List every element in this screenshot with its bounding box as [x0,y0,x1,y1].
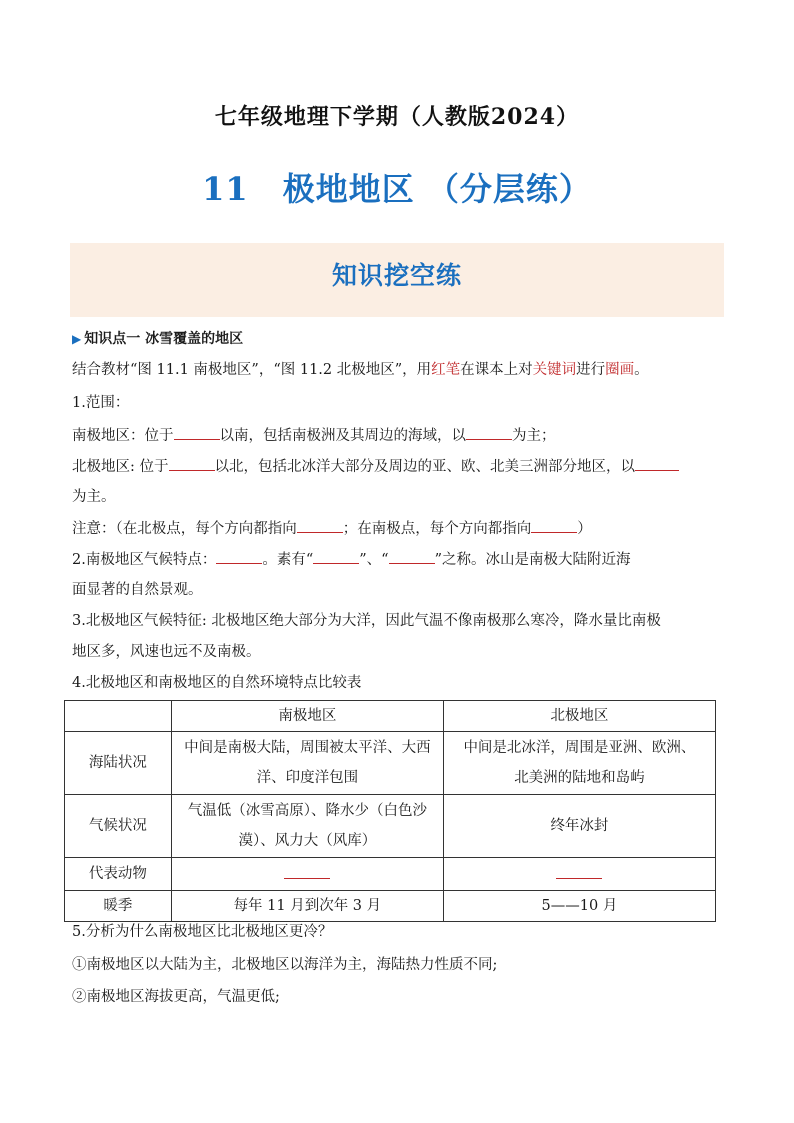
fill-blank[interactable] [313,547,359,564]
knowledge-point-label: 知识点一 冰雪覆盖的地区 [84,331,244,347]
row-label: 代表动物 [65,858,172,891]
text-segment: 为主； [512,428,556,444]
text-segment: ；在南极点，每个方向都指向 [342,521,532,537]
fill-blank[interactable] [169,454,215,471]
table-cell [171,732,443,795]
cell-line: 中间是南极大陆，周围被太平洋、大西 [184,740,431,756]
cell-line: 气温低（冰雪高原）、降水少（白色沙 [187,803,427,819]
fill-blank[interactable] [174,423,220,440]
table-cell [443,732,715,795]
table-cell [171,795,443,858]
knowledge-point-heading [72,328,243,348]
table-cell: 每年 11 月到次年 3 月 [171,891,443,922]
note-line [72,516,592,538]
fill-blank[interactable] [635,454,679,471]
document-title: 七年级地理下学期（人教版2024） [214,104,580,130]
range-heading: 1.范围： [72,395,130,411]
cell-line: 中间是北冰洋，周围是亚洲、欧洲、 [463,740,696,756]
text-segment: ”、“ [359,552,389,568]
answer-2: ②南极地区海拔更高，气温更低; [72,989,280,1005]
answer-1: ①南极地区以大陆为主，北极地区以海洋为主，海陆热力性质不同; [72,957,498,973]
question-5: 5.分析为什么南极地区比北极地区更冷？ [72,924,333,940]
text-segment: 北极地区: 位于 [72,459,169,475]
text-segment: ） [577,521,592,537]
table-header-cell: 北极地区 [443,701,715,732]
instruction-highlight: 关键词 [532,362,577,378]
row-label: 暖季 [65,891,172,922]
arctic-range-line [72,454,679,476]
text-segment: 南极地区：位于 [72,428,174,444]
instruction-line [72,358,649,379]
fill-blank[interactable] [466,423,512,440]
climate-south-line [72,547,631,569]
table-header-row [65,701,716,732]
table-row [65,891,716,922]
table-row [65,732,716,795]
table-heading: 4.北极地区和南极地区的自然环境特点比较表 [72,675,362,691]
text-segment: 注意：（在北极点，每个方向都指向 [72,521,297,537]
fill-blank[interactable] [531,516,577,533]
instruction-highlight: 红笔 [431,362,461,378]
text-segment: 以南，包括南极洲及其周边的海域，以 [219,428,466,444]
text-segment: 。素有“ [262,552,314,568]
table-cell [171,858,443,891]
climate-south-line-end: 面显著的自然景观。 [72,582,203,598]
instruction-text: 在课本上对 [460,362,533,378]
cell-line: 北美洲的陆地和岛屿 [514,770,645,786]
table-cell [443,795,715,858]
instruction-text: 进行 [576,362,606,378]
comparison-table [64,700,716,922]
cell-line: 漠）、风力大（风库） [238,833,377,849]
instruction-text: 。 [634,362,649,378]
arctic-range-line-end: 为主。 [72,489,116,505]
lesson-title [0,164,794,210]
antarctic-range-line [72,423,556,445]
instruction-highlight: 圈画 [605,362,635,378]
text-segment: 2.南极地区气候特点： [72,552,217,568]
table-cell: 5——10 月 [443,891,715,922]
cell-line: 洋、印度洋包围 [256,770,359,786]
table-header-cell: 南极地区 [171,701,443,732]
section-banner-title: 知识挖空练 [331,261,462,290]
fill-blank[interactable] [297,516,343,533]
table-row [65,858,716,891]
climate-north-line: 3.北极地区气候特征: 北极地区绝大部分为大洋，因此气温不像南极那么寒冷，降水量比南极 [72,613,661,629]
cell-line: 终年冰封 [550,818,609,834]
instruction-text: 结合教材“图 11.1 南极地区”，“图 11.2 北极地区”，用 [72,362,432,378]
fill-blank[interactable] [216,547,262,564]
row-label: 气候状况 [65,795,172,858]
lesson-number: 11 [202,170,249,208]
table-row [65,795,716,858]
text-segment: ”之称。冰山是南极大陆附近海 [434,552,631,568]
lesson-name: 极地地区 （分层练） [282,170,592,208]
fill-blank[interactable] [389,547,435,564]
triangle-bullet-icon: ▶ [72,332,82,346]
fill-blank[interactable] [284,858,330,879]
table-cell [443,858,715,891]
fill-blank[interactable] [556,858,602,879]
text-segment: 以北，包括北冰洋大部分及周边的亚、欧、北美三洲部分地区，以 [214,459,635,475]
section-banner [70,243,724,317]
row-label: 海陆状况 [65,732,172,795]
climate-north-line-end: 地区多，风速也远不及南极。 [72,644,261,660]
table-header-cell [65,701,172,732]
